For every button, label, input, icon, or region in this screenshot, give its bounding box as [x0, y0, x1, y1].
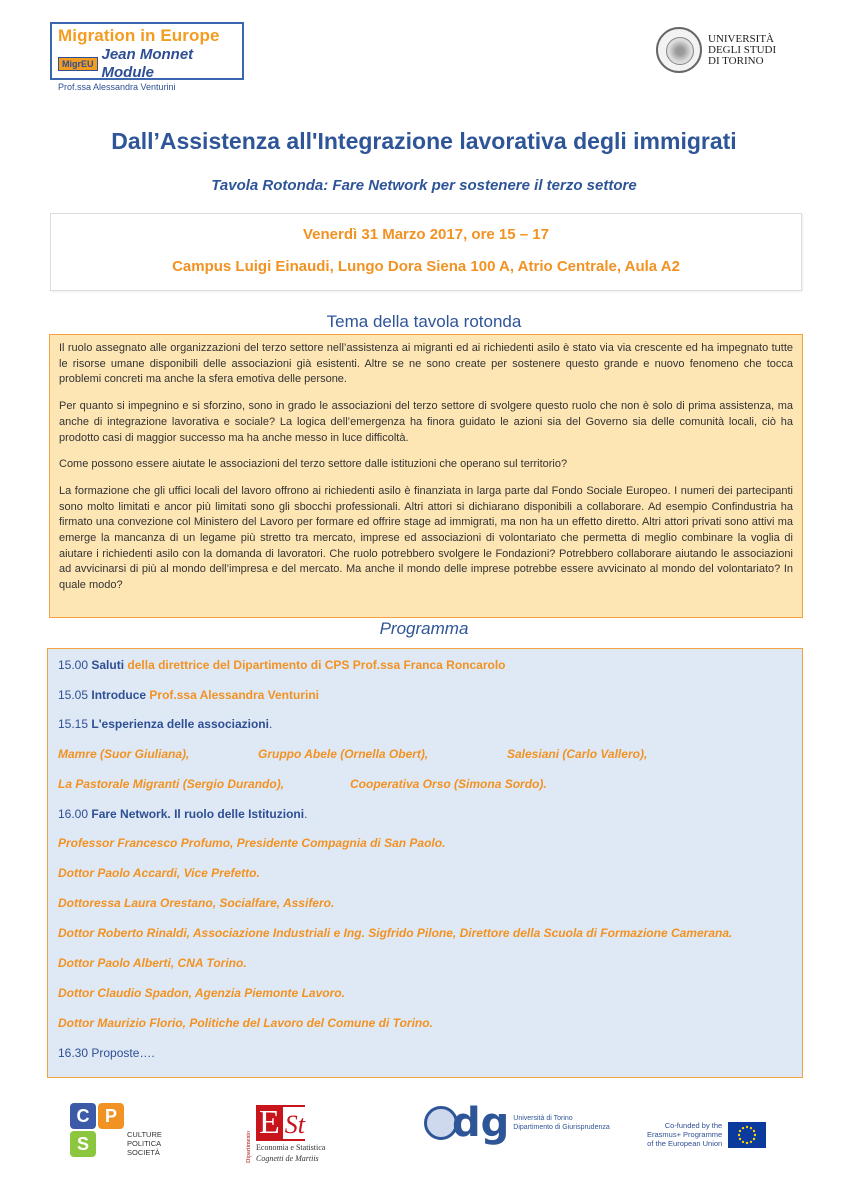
program-item: 16.00 Fare Network. Il ruolo delle Istituzioni.	[58, 807, 308, 821]
cps-logo	[70, 1103, 162, 1157]
programma-box	[47, 648, 803, 1078]
program-item	[58, 1046, 155, 1060]
association-entry: Cooperativa Orso (Simona Sordo).	[350, 777, 547, 791]
eu-stars-icon	[732, 1124, 762, 1146]
erasmus-logo	[647, 1121, 766, 1148]
cps-letter-p: P	[98, 1103, 124, 1129]
cps-line: SOCIETÀ	[127, 1148, 160, 1157]
item-label: L'esperienza delle associazioni	[91, 717, 269, 731]
dg-line1: Università di Torino	[513, 1115, 573, 1122]
item-detail: Proposte….	[91, 1046, 155, 1060]
item-time: 15.00	[58, 658, 89, 672]
item-time: 16.00	[58, 807, 89, 821]
est-caption-2: Cognetti de Martiis	[256, 1154, 319, 1163]
programma-heading: Programma	[379, 619, 469, 638]
association-entry: Gruppo Abele (Ornella Obert),	[258, 747, 429, 761]
association-entry: Mamre (Suor Giuliana),	[58, 747, 190, 761]
tema-paragraph: Per quanto si impegnino e si sforzino, sono in grado le associazioni del terzo settore di svolgere questo ruolo che non è solo di prima assistenza, ma anche di integrazione lavorativa e sociale? La logica dell’emergenza ha finora guidato le azioni sia del Governo sia delle comunità locali, ciò ha prodotto casi di maggior successo ma ha anche messo in luce difficoltà.	[59, 400, 793, 444]
est-e: E	[256, 1105, 283, 1141]
tema-paragraph: Come possono essere aiutate le associazioni del terzo settore dalle istituzioni che operano sul territorio?	[59, 458, 568, 471]
item-label: Saluti	[91, 658, 125, 672]
speaker-entry: Professor Francesco Profumo, Presidente Compagnia di San Paolo.	[58, 836, 446, 850]
logo-professor: Prof.ssa Alessandra Venturini	[58, 82, 176, 92]
est-logo	[246, 1105, 325, 1163]
eu-flag-icon	[728, 1122, 766, 1148]
speaker-entry: Dottor Roberto Rinaldi, Associazione Industriali e Ing. Sigfrido Pilone, Direttore della Scuola di Formazione Camerana.	[58, 926, 733, 940]
university-line3: DI TORINO	[708, 54, 764, 67]
item-detail: della direttrice del Dipartimento di CPS Prof.ssa Franca Roncarolo	[127, 658, 506, 672]
giurisprudenza-logo	[424, 1100, 610, 1146]
item-time: 15.15	[58, 717, 89, 731]
migreu-badge: MigrEU	[58, 57, 98, 71]
association-entry: La Pastorale Migranti (Sergio Durando),	[58, 777, 285, 791]
est-caption-1: Economia e Statistica	[256, 1143, 326, 1152]
event-location: Campus Luigi Einaudi, Lungo Dora Siena 100 A, Atrio Centrale, Aula A2	[172, 258, 680, 275]
tema-box	[49, 334, 803, 618]
item-time: 16.30	[58, 1046, 89, 1060]
est-st: St	[283, 1105, 305, 1141]
university-logo	[656, 27, 776, 73]
program-item: 15.15 L'esperienza delle associazioni.	[58, 717, 273, 731]
cps-line: POLITICA	[127, 1139, 162, 1148]
speaker-entry: Dottoressa Laura Orestano, Socialfare, Assifero.	[58, 896, 335, 910]
event-info-box	[50, 213, 802, 291]
tema-paragraph: Il ruolo assegnato alle organizzazioni del terzo settore nell’assistenza ai migranti ed ai richiedenti asilo è stato via via crescente ed ha impegnato tutte le risorse umane disponibili delle associazioni già esistenti. Altre se ne sono create per sostenere questo grande e nuovo fenomeno che tocca problemi concreti ma anche la sfera emotiva delle persone.	[59, 342, 793, 386]
association-entry: Salesiani (Carlo Vallero),	[507, 747, 648, 761]
speaker-entry: Dottor Paolo Alberti, CNA Torino.	[58, 956, 247, 970]
university-line1: UNIVERSITÀ	[708, 32, 774, 45]
program-item	[58, 688, 319, 702]
program-item	[58, 658, 505, 672]
item-label: Fare Network. Il ruolo delle Istituzioni	[91, 807, 305, 821]
migration-in-europe-logo	[50, 22, 244, 92]
dg-line2: Dipartimento di Giurisprudenza	[513, 1124, 610, 1131]
est-side-label: Dipartimento	[246, 1131, 252, 1163]
item-time: 15.05	[58, 688, 89, 702]
speaker-entry: Dottor Paolo Accardi, Vice Prefetto.	[58, 866, 260, 880]
cps-letter-s: S	[70, 1131, 96, 1157]
tema-heading: Tema della tavola rotonda	[326, 312, 522, 331]
page-title: Dall’Assistenza all'Integrazione lavorativa degli immigrati	[111, 128, 737, 154]
cps-line: CULTURE	[127, 1130, 162, 1139]
item-detail: Prof.ssa Alessandra Venturini	[149, 688, 320, 702]
tema-paragraph: La formazione che gli uffici locali del lavoro offrono ai richiedenti asilo è finanziata in larga parte dal Fondo Sociale Europeo. I numeri dei partecipanti sono molto limitati e ancor più limitati sono gli sbocchi professionali. Altri attori si dichiarano disponibili a collaborare. Ad esempio Confindustria ha firmato una convezione col Ministero del Lavoro per formare ed offrire stage ad immigrati, ma non ha un effetto diretto. Altri attori privati sono attivi ma emerge la mancanza di un legame più stretto tra mercato, imprese ed associazioni di volontariato che permetta di meglio combinare la voglia di aiutare i richiedenti asilo con la domanda di lavoratori. Che ruolo potrebbero svolgere le Fondazioni? Potrebbero collaborare aiutando le associazioni ad avvicinarsi di più al mondo dell’impresa e del mercato. Ma anche il mondo delle imprese potrebbe essere avvicinato al mondo del volontariato? In quale modo?	[59, 484, 793, 592]
item-label: Introduce	[91, 688, 147, 702]
logo-title: Migration in Europe	[58, 26, 220, 45]
dg-letters: dg	[452, 1100, 510, 1146]
eu-line2: Erasmus+ Programme	[647, 1130, 723, 1139]
university-line2: DEGLI STUDI	[708, 43, 777, 56]
university-seal-icon	[656, 27, 702, 73]
eu-line1: Co-funded by the	[664, 1121, 723, 1130]
logo-module: Jean Monnet Module	[101, 46, 194, 81]
eu-line3: of the European Union	[647, 1139, 723, 1148]
speaker-entry: Dottor Maurizio Florio, Politiche del Lavoro del Comune di Torino.	[58, 1016, 433, 1030]
page-subtitle: Tavola Rotonda: Fare Network per sostenere il terzo settore	[211, 177, 637, 194]
cps-letter-c: C	[70, 1103, 96, 1129]
speaker-entry: Dottor Claudio Spadon, Agenzia Piemonte Lavoro.	[58, 986, 345, 1000]
event-date-time: Venerdì 31 Marzo 2017, ore 15 – 17	[303, 226, 549, 243]
